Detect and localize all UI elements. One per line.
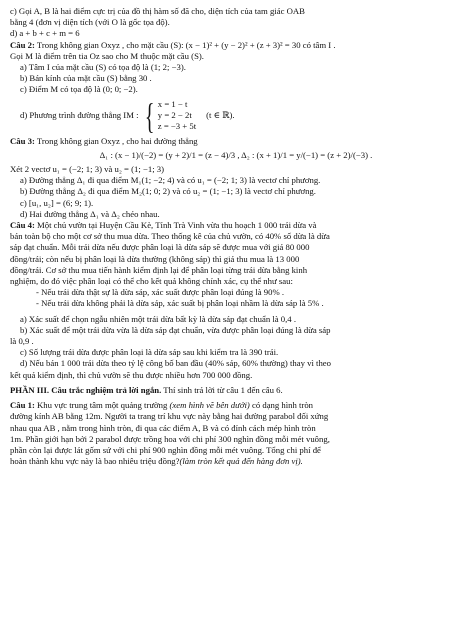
figure-reference: (xem hình vẽ bên dưới) — [169, 400, 250, 411]
parameter-domain: (t ∈ ℝ). — [206, 110, 235, 121]
part3-question-1-stem: Câu 1: Khu vực trung tâm một quảng trường (xem hình vẽ bên dưới) có dạng hình tròn — [10, 400, 314, 411]
system-row-x: x = 1 − t — [157, 99, 188, 110]
rounding-note: (làm tròn kết quả đến hàng đơn vị). — [179, 456, 303, 467]
question-2-label: Câu 2: — [10, 39, 35, 50]
question-2-text: Trong không gian Oxyz , cho mặt cầu (S): (x − 1)² + (y − 2)² + (z + 3)² = 30 có tâm I . — [34, 39, 336, 50]
q1-option-d: d) a + b + c + m = 6 — [10, 28, 80, 39]
part3-question-1-label: Câu 1: — [10, 400, 35, 411]
part3-q1-line6: hoàn thành khu vực này là bao nhiêu triệu đồng?(làm tròn kết quả đến hàng đơn vị). — [10, 456, 303, 467]
question-3-label: Câu 3: — [10, 135, 35, 146]
question-3-stem — [10, 136, 462, 147]
vectors-definition: Xét 2 vectơ u₁ = (−2; 1; 3) và u₂ = (1; −1; 3) — [10, 164, 165, 175]
line-equations: Δ₁ : (x − 1)/(−2) = (y + 2)/1 = (z − 4)/3 , Δ₂ : (x + 1)/1 = y/(−1) = (z + 2)/(−3) . — [99, 149, 373, 160]
q4-option-b-line1: b) Xác suất để một trái dừa vừa là dừa sáp đạt chuẩn, vừa được phân loại đúng là dừa sáp — [20, 324, 331, 335]
question-2-stem — [10, 40, 462, 51]
question-4-stem — [10, 220, 462, 231]
q3-option-b: b) Đường thẳng Δ₂ đi qua điểm M₂(1; 0; 2) và có u₂ = (1; −1; 3) là vectơ chỉ phương. — [20, 186, 316, 197]
q4-condition-2: - Nếu trái dừa không phải là dừa sáp, xác suất bị phân loại nhầm là dừa sáp là 5% . — [36, 298, 324, 309]
q4-stem-line4: đồng/trái; còn nếu bị phân loại là dừa thường (không sáp) thì giá thu mua là 13 000 — [10, 253, 300, 264]
q4-option-d-line2: kết quả kiểm định, thì chủ vườn sẽ thu được nhiều hơn 700 000 đồng. — [10, 369, 253, 380]
q3-option-c: c) [u₁, u₂] = (6; 9; 1). — [20, 197, 94, 208]
q3-option-a: a) Đường thẳng Δ₁ đi qua điểm M₁(1; −2; 4) và có u₁ = (−2; 1; 3) là vectơ chỉ phương. — [20, 175, 321, 186]
q4-option-c: c) Số lượng trái dừa được phân loại là dừa sáp sau khi kiểm tra là 390 trái. — [20, 347, 279, 358]
q4-option-a: a) Xác suất để chọn ngẫu nhiên một trái dừa bất kỳ là dừa sáp đạt chuẩn là 0,4 . — [20, 313, 296, 324]
q4-stem-line2: bán toàn bộ cho một cơ sở thu mua dừa. Theo thống kê của chủ vườn, có 40% số dừa là dừa — [10, 231, 330, 242]
q4-stem-line5: đồng/trái. Cơ sở thu mua tiến hành kiểm định lại để phân loại từng trái dừa bằng kinh — [10, 264, 308, 275]
part-3-heading — [10, 385, 462, 396]
q3-option-d: d) Hai đường thẳng Δ₁ và Δ₂ chéo nhau. — [20, 208, 160, 219]
q2-option-d-label: d) Phương trình đường thẳng IM : — [20, 110, 139, 121]
question-4-text: Một chủ vườn tại Huyện Cầu Kè, Tỉnh Trà Vinh vừa thu hoạch 1 000 trái dừa và — [34, 220, 317, 231]
q4-option-d-line1: d) Nếu bán 1 000 trái dừa theo tỷ lệ công bố ban đầu (40% sáp, 60% thường) thay vì theo — [20, 358, 332, 369]
q2-option-b: b) Bán kính của mặt cầu (S) bằng 30 . — [20, 73, 152, 84]
question-4-label: Câu 4: — [10, 220, 35, 231]
q1-option-c-line2: bằng 4 (đơn vị diện tích (với O là gốc tọa độ). — [10, 17, 170, 28]
q4-condition-1: - Nếu trái dừa thật sự là dừa sáp, xác suất được phân loại đúng là 90% . — [36, 287, 285, 298]
q2-option-c: c) Điểm M có tọa độ là (0; 0; −2). — [20, 84, 138, 95]
q1-option-c-line1: c) Gọi A, B là hai điểm cực trị của đồ thị hàm số đã cho, diện tích của tam giác OAB — [10, 6, 305, 16]
q4-option-b-line2: là 0,9 . — [10, 336, 34, 347]
part-3-title: PHẦN III. Câu trắc nghiệm trả lời ngắn. — [10, 384, 162, 395]
system-row-y: y = 2 − 2t — [157, 110, 192, 121]
part3-q1-line4: 1m. Phần giới hạn bởi 2 parabol được trồng hoa với chi phí 300 nghìn đồng mỗi mét vuông, — [10, 433, 330, 444]
part-3-instruction: Thí sinh trả lời từ câu 1 đến câu 6. — [161, 384, 283, 395]
parametric-system — [158, 99, 196, 132]
q2-option-a: a) Tâm I của mặt cầu (S) có tọa độ là (1; 2; −3). — [20, 62, 186, 73]
part3-q1-line2: đường kính AB bằng 12m. Người ta trang trí khu vực này bằng hai đường parabol đối xứng — [10, 411, 329, 422]
q4-stem-line3: sáp đạt chuẩn. Mỗi trái dừa nếu được phân loại là dừa sáp sẽ được mua với giá 80 000 — [10, 242, 310, 253]
q2-option-d — [10, 95, 462, 136]
question-2-stem-line2: Gọi M là điểm trên tia Oz sao cho M thuộc mặt cầu (S). — [10, 50, 204, 61]
question-3-text: Trong không gian Oxyz , cho hai đường thẳng — [34, 135, 198, 146]
system-row-z: z = −3 + 5t — [157, 121, 197, 132]
part3-q1-line3: nhau qua AB , nằm trong hình tròn, đi qua các điểm A, B và có đỉnh cách mép hình tròn — [10, 422, 316, 433]
q4-stem-line6: nghiệm, do đó việc phân loại có thể cho kết quả không chính xác, cụ thể như sau: — [10, 276, 293, 287]
part3-q1-line5: phần còn lại được lát gốm sứ với chi phí 900 nghìn đồng mỗi mét vuông. Tổng chi phí để — [10, 444, 321, 455]
brace-symbol: { — [144, 95, 154, 136]
